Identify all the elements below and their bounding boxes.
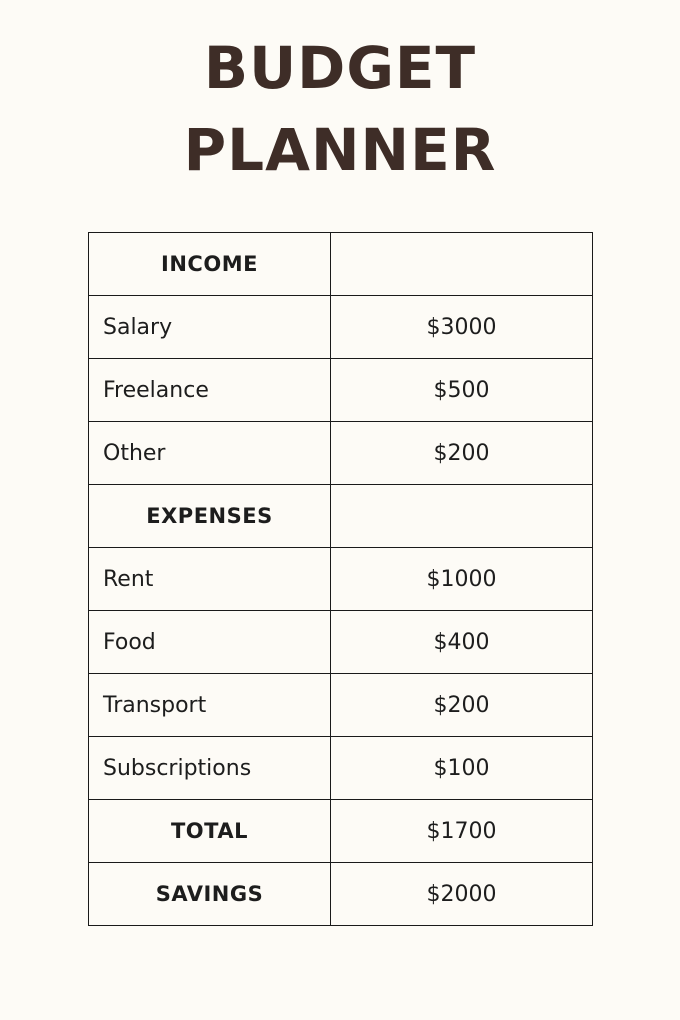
income-salary-label: Salary	[89, 296, 331, 359]
total-label: TOTAL	[89, 800, 331, 863]
savings-row	[89, 863, 593, 926]
income-header: INCOME	[89, 233, 331, 296]
income-other-value: $200	[331, 422, 593, 485]
page-title-line-1: BUDGET	[203, 34, 477, 102]
expense-subscriptions-label: Subscriptions	[89, 737, 331, 800]
income-header-row	[89, 233, 593, 296]
income-salary-value: $3000	[331, 296, 593, 359]
budget-table	[88, 232, 593, 926]
expenses-header-row	[89, 485, 593, 548]
expense-subscriptions-value: $100	[331, 737, 593, 800]
expense-transport-label: Transport	[89, 674, 331, 737]
expense-transport-value: $200	[331, 674, 593, 737]
page-title-line-2: PLANNER	[183, 116, 497, 184]
table-row	[89, 548, 593, 611]
expense-food-value: $400	[331, 611, 593, 674]
expenses-header: EXPENSES	[89, 485, 331, 548]
expense-rent-label: Rent	[89, 548, 331, 611]
total-row	[89, 800, 593, 863]
income-other-label: Other	[89, 422, 331, 485]
expense-rent-value: $1000	[331, 548, 593, 611]
income-freelance-value: $500	[331, 359, 593, 422]
income-header-empty-cell	[331, 233, 593, 296]
table-row	[89, 296, 593, 359]
expense-food-label: Food	[89, 611, 331, 674]
total-value: $1700	[331, 800, 593, 863]
table-row	[89, 674, 593, 737]
savings-value: $2000	[331, 863, 593, 926]
table-row	[89, 359, 593, 422]
income-freelance-label: Freelance	[89, 359, 331, 422]
table-row	[89, 422, 593, 485]
table-row	[89, 611, 593, 674]
table-row	[89, 737, 593, 800]
expenses-header-empty-cell	[331, 485, 593, 548]
savings-label: SAVINGS	[89, 863, 331, 926]
